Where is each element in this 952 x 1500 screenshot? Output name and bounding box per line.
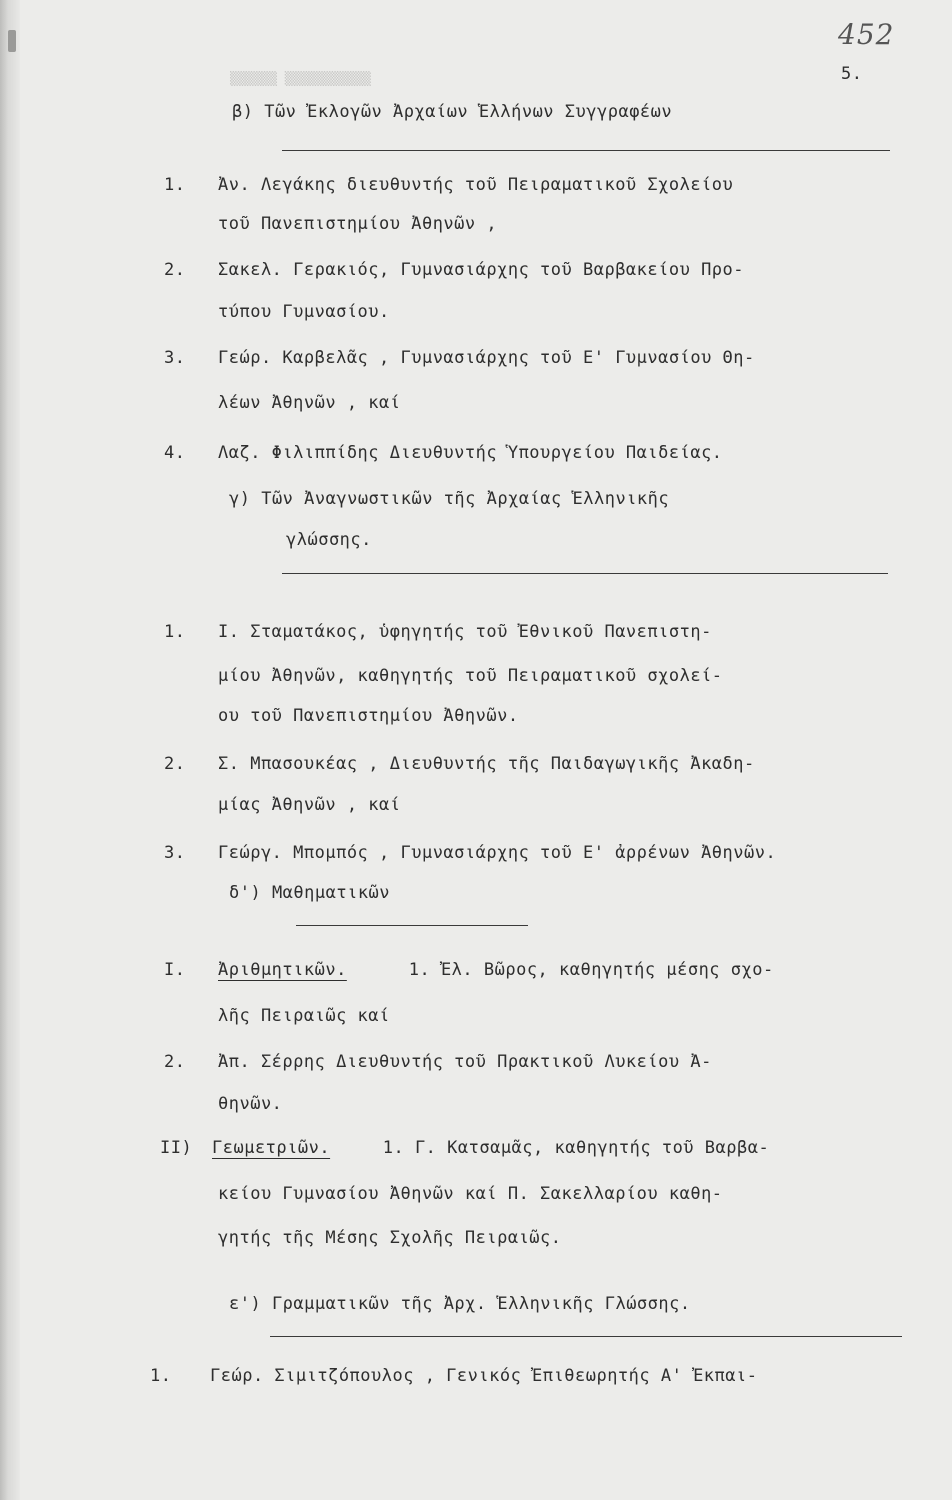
section-heading-c: γ) Τῶν Ἀναγνωστικῶν τῆς Ἀρχαίας Ἑλληνικῆς	[229, 489, 670, 509]
binding-clip	[8, 30, 16, 52]
list-number: 1.	[164, 622, 186, 642]
list-item-line: Σ. Μπασουκέας , Διευθυντής τῆς Παιδαγωγικῆς Ἀκαδη-	[218, 754, 755, 774]
list-item-line: γητής τῆς Μέσης Σχολῆς Πειραιῶς.	[218, 1228, 562, 1248]
list-number: I.	[164, 960, 186, 980]
heading-rule-d	[296, 925, 528, 926]
list-item-line: λῆς Πειραιῶς καί	[218, 1006, 390, 1026]
heading-rule-b	[282, 150, 890, 151]
list-item-line: λέων Ἀθηνῶν , καί	[218, 393, 401, 413]
bleed-through-text: ▒▒▒▒▒▒ ▒▒▒▒▒▒▒▒▒▒▒	[230, 72, 371, 87]
list-item-line: Λαζ. Φιλιππίδης Διευθυντής Ὑπουργείου Παιδείας.	[218, 443, 723, 463]
list-item-line: μίου Ἀθηνῶν, καθηγητής τοῦ Πειραματικοῦ σχολεί-	[218, 666, 723, 686]
folio-annotation: 452	[838, 18, 895, 51]
list-item-line: Γεώρ. Καρβελᾶς , Γυμνασιάρχης τοῦ Ε' Γυμνασίου Θη-	[218, 348, 755, 368]
list-item-line: Γεώργ. Μπομπός , Γυμνασιάρχης τοῦ Ε' ἀρρένων Ἀθηνῶν.	[218, 843, 777, 863]
section-heading-c-cont: γλώσσης.	[286, 530, 372, 550]
list-number: 1.	[150, 1366, 172, 1386]
list-item-line: 1. Γ. Κατσαμᾶς, καθηγητής τοῦ Βαρβα-	[372, 1138, 770, 1158]
subheading-arithmetic: Ἀριθμητικῶν.	[218, 960, 347, 980]
subheading-geometry: Γεωμετριῶν.	[212, 1138, 331, 1158]
heading-rule-c	[282, 573, 888, 574]
heading-rule-e	[270, 1336, 902, 1337]
list-number: 2.	[164, 1052, 186, 1072]
page-number: 5.	[841, 64, 863, 84]
list-item-line: Ι. Σταματάκος, ὑφηγητής τοῦ Ἐθνικοῦ Πανεπιστη-	[218, 622, 712, 642]
list-number: 3.	[164, 348, 186, 368]
list-item-line: τύπου Γυμνασίου.	[218, 302, 390, 322]
list-item-line: Ἀπ. Σέρρης Διευθυντής τοῦ Πρακτικοῦ Λυκείου Ἀ-	[218, 1052, 712, 1072]
list-item-line: Ἀν. Λεγάκης διευθυντής τοῦ Πειραματικοῦ Σχολείου	[218, 175, 734, 195]
list-item-line: τοῦ Πανεπιστημίου Ἀθηνῶν ,	[218, 214, 498, 234]
list-item-line: Γεώρ. Σιμιτζόπουλος , Γενικός Ἐπιθεωρητής Α' Ἐκπαι-	[210, 1366, 758, 1386]
list-number: 4.	[164, 443, 186, 463]
list-number: 1.	[164, 175, 186, 195]
list-number: II)	[160, 1138, 193, 1158]
section-heading-d: δ') Μαθηματικῶν	[229, 883, 391, 903]
list-number: 3.	[164, 843, 186, 863]
list-item-line: μίας Ἀθηνῶν , καί	[218, 795, 401, 815]
binding-edge	[0, 0, 20, 1500]
list-number: 2.	[164, 260, 186, 280]
section-heading-e: ε') Γραμματικῶν τῆς Ἀρχ. Ἑλληνικῆς Γλώσσης.	[229, 1294, 691, 1314]
list-item-line: κείου Γυμνασίου Ἀθηνῶν καί Π. Σακελλαρίου καθη-	[218, 1184, 723, 1204]
list-item-line: θηνῶν.	[218, 1094, 283, 1114]
list-item-line: Σακελ. Γερακιός, Γυμνασιάρχης τοῦ Βαρβακείου Προ-	[218, 260, 745, 280]
list-item-line: 1. Ἐλ. Βῶρος, καθηγητής μέσης σχο-	[398, 960, 774, 980]
section-heading-b: β) Τῶν Ἐκλογῶν Ἀρχαίων Ἑλλήνων Συγγραφέων	[232, 102, 673, 122]
list-item-line: ου τοῦ Πανεπιστημίου Ἀθηνῶν.	[218, 706, 519, 726]
list-number: 2.	[164, 754, 186, 774]
